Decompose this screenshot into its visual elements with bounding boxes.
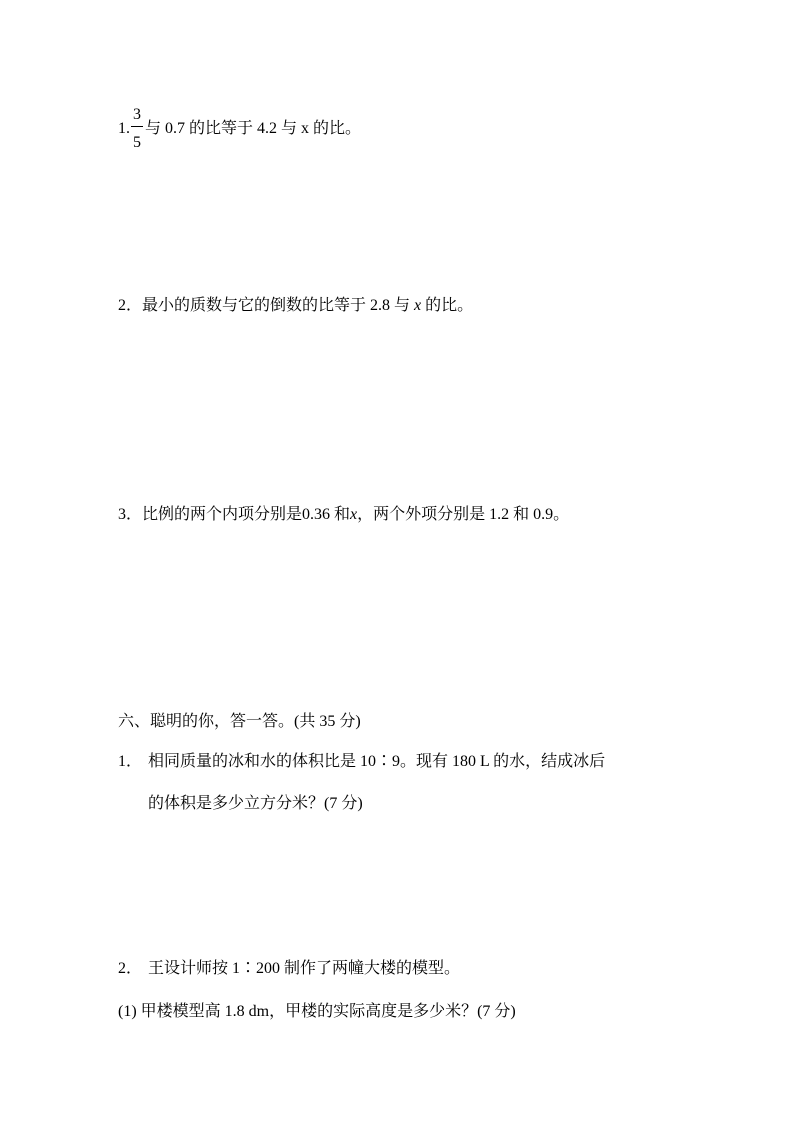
problem-1-line-1: 相同质量的冰和水的体积比是 10∶9。现有 180 L 的水，结成冰后 — [148, 753, 606, 770]
question-1-number: 1. — [118, 120, 130, 137]
problem-2-subquestion-1: (1) 甲楼模型高 1.8 dm，甲楼的实际高度是多少米？(7 分) — [118, 1003, 516, 1020]
fraction-numerator: 3 — [133, 106, 141, 123]
question-2 — [118, 296, 473, 316]
question-3-text-after: ，两个外项分别是 1.2 和 0.9。 — [357, 506, 570, 523]
question-1-text: 与 0.7 的比等于 4.2 与 x 的比。 — [145, 120, 362, 137]
question-2-text-after: 的比。 — [421, 297, 474, 314]
question-3-text-before: 比例的两个内项分别是0.36 和 — [142, 506, 351, 523]
problem-1-line-2: 的体积是多少立方分米？(7 分) — [148, 795, 363, 812]
section-6-heading: 六、聪明的你，答一答。(共 35 分) — [118, 713, 361, 730]
problem-2-number: 2． — [118, 960, 143, 977]
problem-1-number: 1． — [118, 753, 143, 770]
fraction-denominator: 5 — [133, 134, 141, 151]
question-3-number: 3． — [118, 506, 143, 523]
problem-2-text: 王设计师按 1∶200 制作了两幢大楼的模型。 — [148, 960, 461, 977]
question-3 — [118, 505, 569, 525]
fraction-bar — [131, 126, 143, 127]
question-2-variable: x — [414, 297, 422, 314]
question-3-variable: x — [350, 506, 358, 523]
question-2-text-before: 最小的质数与它的倒数的比等于 2.8 与 — [142, 297, 415, 314]
question-2-number: 2． — [118, 297, 143, 314]
